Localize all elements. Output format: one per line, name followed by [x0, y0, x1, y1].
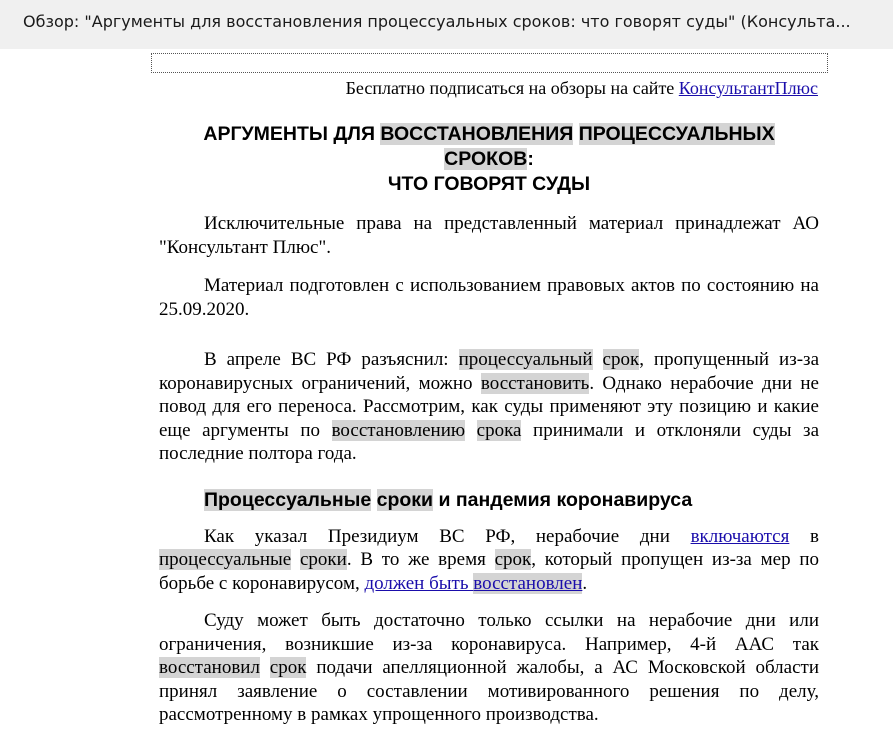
focus-frame — [151, 53, 828, 73]
section-paragraph-1: Как указал Президиум ВС РФ, нерабочие дни включаются в процессуальные сроки. В то же время срок, который пропущен из-за мер по борьбе с коронавирусом, должен быть восстановлен. — [159, 525, 820, 594]
subscribe-line — [346, 77, 818, 99]
prepared-paragraph: Материал подготовлен с использованием правовых актов по состоянию на 25.09.2020. — [159, 275, 819, 320]
must-be-restored-link[interactable]: должен быть восстановлен — [364, 572, 583, 594]
document-title: АРГУМЕНТЫ ДЛЯ ВОССТАНОВЛЕНИЯ ПРОЦЕССУАЛЬНЫХ СРОКОВ: ЧТО ГОВОРЯТ СУДЫ — [203, 123, 775, 195]
subscribe-text: Бесплатно подписаться на обзоры на сайте — [345, 78, 679, 98]
section-paragraph-2: Суду может быть достаточно только ссылки на нерабочие дни или ограничения, возникшие из-за коронавируса. Например, 4-й ААС так восстановил срок подачи апелляционной жалобы, а АС Московской области принял заявление о составлении мотивированного решения по делу, рассмотренному в рамках упрощенного производства. — [159, 610, 820, 725]
consultant-plus-link[interactable]: КонсультантПлюс — [678, 78, 818, 98]
intro-paragraph: В апреле ВС РФ разъяснил: процессуальный срок, пропущенный из-за коронавирусных ограничений, можно восстановить. Однако нерабочие дни не повод для его переноса. Рассмотрим, как суды применяют эту позицию и какие еще аргументы по восстановлению срока принимали и отклоняли суды за последние полтора года. — [159, 349, 819, 464]
includes-link[interactable]: включаются — [690, 525, 790, 547]
window-title: Обзор: "Аргументы для восстановления процессуальных сроков: что говорят суды" (Консульта... — [0, 0, 893, 49]
rights-paragraph: Исключительные права на представленный материал принадлежат АО "Консультант Плюс". — [159, 213, 819, 258]
section-heading: Процессуальные сроки и пандемия коронавируса — [204, 488, 693, 511]
document-body — [159, 122, 819, 727]
